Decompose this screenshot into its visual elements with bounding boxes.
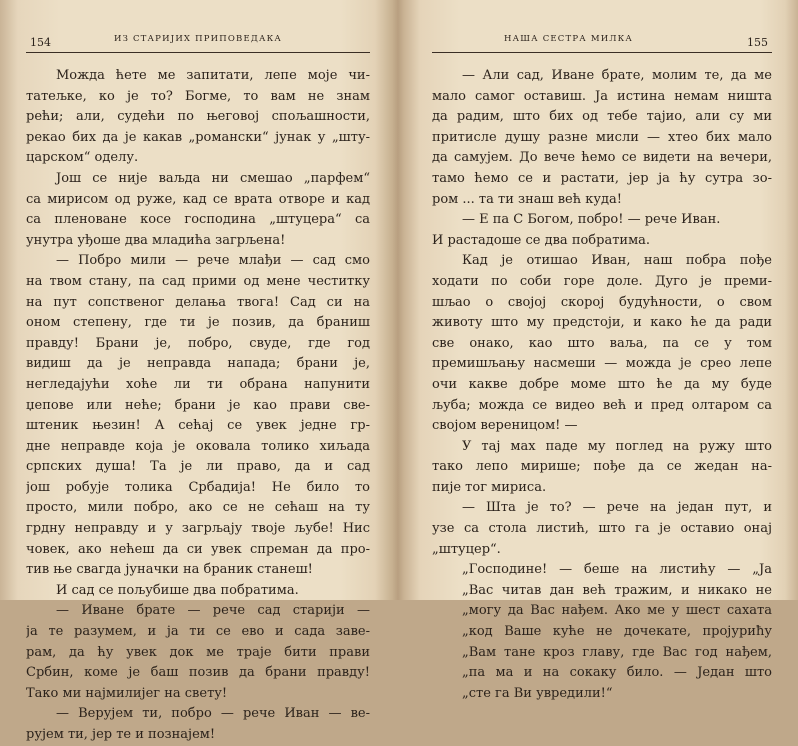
text-line: унутра уђоше два младића загрљена! (26, 232, 286, 248)
text-line: још робује толика Србадија! Не било то (26, 479, 370, 495)
page-number: 155 (747, 36, 768, 49)
text-line: ја те разумем, и ја ти се ево и сада заве- (26, 624, 370, 640)
text-line: рекао бих да је какав „романски“ јунак у „шту- (26, 129, 370, 145)
text-line: грдну неправду и у загрљају твоје љубе! Нис (26, 521, 370, 537)
text-line: царском“ оделу. (26, 150, 139, 166)
left-page (26, 0, 370, 742)
right-page-body (432, 66, 772, 704)
text-line: „Вам тане кроз главу, где Вас год нађем, (462, 644, 772, 660)
text-line: „па ма и на сокаку било. — Један што (462, 665, 772, 681)
text-line: притисле душу разне мисли — хтео бих мало (432, 129, 772, 145)
text-line: „Вас читав дан већ тражим, и никако не (462, 582, 772, 598)
text-line: рујем ти, јер те и познајем! (26, 727, 216, 742)
running-head: НАША СЕСТРА МИЛКА (504, 34, 634, 44)
text-line: рам, да ћу увек док ме траје бити прави (26, 644, 370, 660)
text-line: И сад се пољубише два побратима. (56, 582, 299, 598)
text-line: ром ... та ти знаш већ куда! (432, 191, 622, 207)
text-line: са мирисом од руже, кад се врата отворе и кад (26, 191, 370, 207)
text-line: ходати по соби горе доле. Дуго је преми- (432, 273, 772, 289)
text-line: узе са стола листић, што га је оставио онај (432, 521, 772, 537)
right-page (432, 0, 772, 701)
text-line: све онако, као што ваља, па се у том (432, 335, 772, 351)
right-page-header (432, 30, 772, 53)
text-line: „сте га Ви увредили!“ (462, 685, 613, 701)
text-line: џепове или неће; брани је као прави све- (26, 397, 370, 413)
text-line: видиш да је неправда напада; брани је, (26, 356, 370, 372)
running-head: ИЗ СТАРИЈИХ ПРИПОВЕДАКА (113, 34, 283, 44)
text-line: са пленоване косе господина „штуцера“ са (26, 212, 370, 228)
text-line: љуба; можда се видео већ и пред олтаром са (432, 397, 772, 413)
text-line: животу што му предстоји, и како ће да ради (432, 315, 772, 331)
text-line: српских душа! Та је ли право, да и сад (26, 459, 370, 475)
text-line: на пут сопственог делања твога! Сад си на (26, 294, 370, 310)
text-line: премишљању насмеши — можда је срео лепе (432, 356, 772, 372)
text-line: тамо ћемо се и растати, јер ја ћу сутра зо- (432, 170, 772, 186)
text-line: — Шта је то? — рече на један пут, и (462, 500, 772, 516)
text-line: очи какве добре моме што ће да му буде (432, 376, 772, 392)
text-line: шљао о својој скорој будућности, о свом (432, 294, 772, 310)
text-line: својом вереницом! — (432, 418, 578, 434)
text-line: просто, мили побро, ако се не сећаш на ту (26, 500, 370, 516)
text-line: „Господине! — беше на листићу — „Ја (462, 562, 772, 578)
text-line: мало самог оставиш. Ја истина немам ништа (432, 88, 772, 104)
text-line: „могу да Вас нађем. Ако ме у шест сахата (462, 603, 772, 619)
text-line: — Е па С Богом, побро! — рече Иван. (462, 212, 721, 228)
text-line: И растадоше се два побратима. (432, 232, 651, 248)
text-line: на твом стану, па сад прими од мене честитку (26, 273, 370, 289)
text-line: Кад је отишао Иван, наш побра пође (462, 253, 772, 269)
text-line: татељке, ко је то? Богме, то вам не знам (26, 88, 370, 104)
text-line: Још се није ваљда ни смешао „парфем“ (56, 170, 370, 186)
text-line: човек, ако нећеш да си увек спреман да про- (26, 541, 370, 557)
text-line: рећи; али, судећи по његовој спољашности, (26, 109, 370, 125)
text-line: — Побро мили — рече млађи — сад смо (56, 253, 370, 269)
text-line: Можда ћете ме запитати, лепе моје чи- (56, 68, 370, 83)
text-line: да самујем. До вече ћемо се видети на вечери, (432, 150, 772, 166)
text-line: — Али сад, Иване брате, молим те, да ме (462, 68, 772, 83)
text-line: дне неправде која је оковала толико хиљада (26, 438, 370, 454)
text-line: — Верујем ти, побро — рече Иван — ве- (56, 706, 370, 722)
text-line: негледајући хоће ли ти обрана напунити (26, 376, 370, 392)
text-line: оном степену, где ти је позив, да браниш (26, 315, 370, 331)
left-page-body (26, 66, 370, 746)
page-number: 154 (30, 36, 51, 49)
left-page-header (26, 30, 370, 53)
text-line: У тај мах паде му поглед на ружу што (462, 438, 772, 454)
text-line: Србин, коме је баш позив да брани правду! (26, 665, 370, 681)
text-line: „код Ваше куће не дочекате, пројуриħу (462, 624, 772, 640)
text-line: правду! Брани је, побро, свуде, где год (26, 335, 370, 351)
text-line: пије тог мириса. (432, 479, 547, 495)
text-line: тако лепо мирише; пође да се жедан на- (432, 459, 772, 475)
text-line: „штуцер“. (432, 541, 501, 557)
text-line: да радим, што бих од тебе тајио, али су ми (432, 109, 772, 125)
text-line: тив ње свагда јуначки на браник станеш! (26, 562, 313, 578)
text-line: — Иване брате — рече сад старији — (56, 603, 370, 619)
text-line: штеник њезин! А сећај се увек једне гр- (26, 418, 370, 434)
text-line: Тако ми најмилијег на свету! (26, 685, 228, 701)
